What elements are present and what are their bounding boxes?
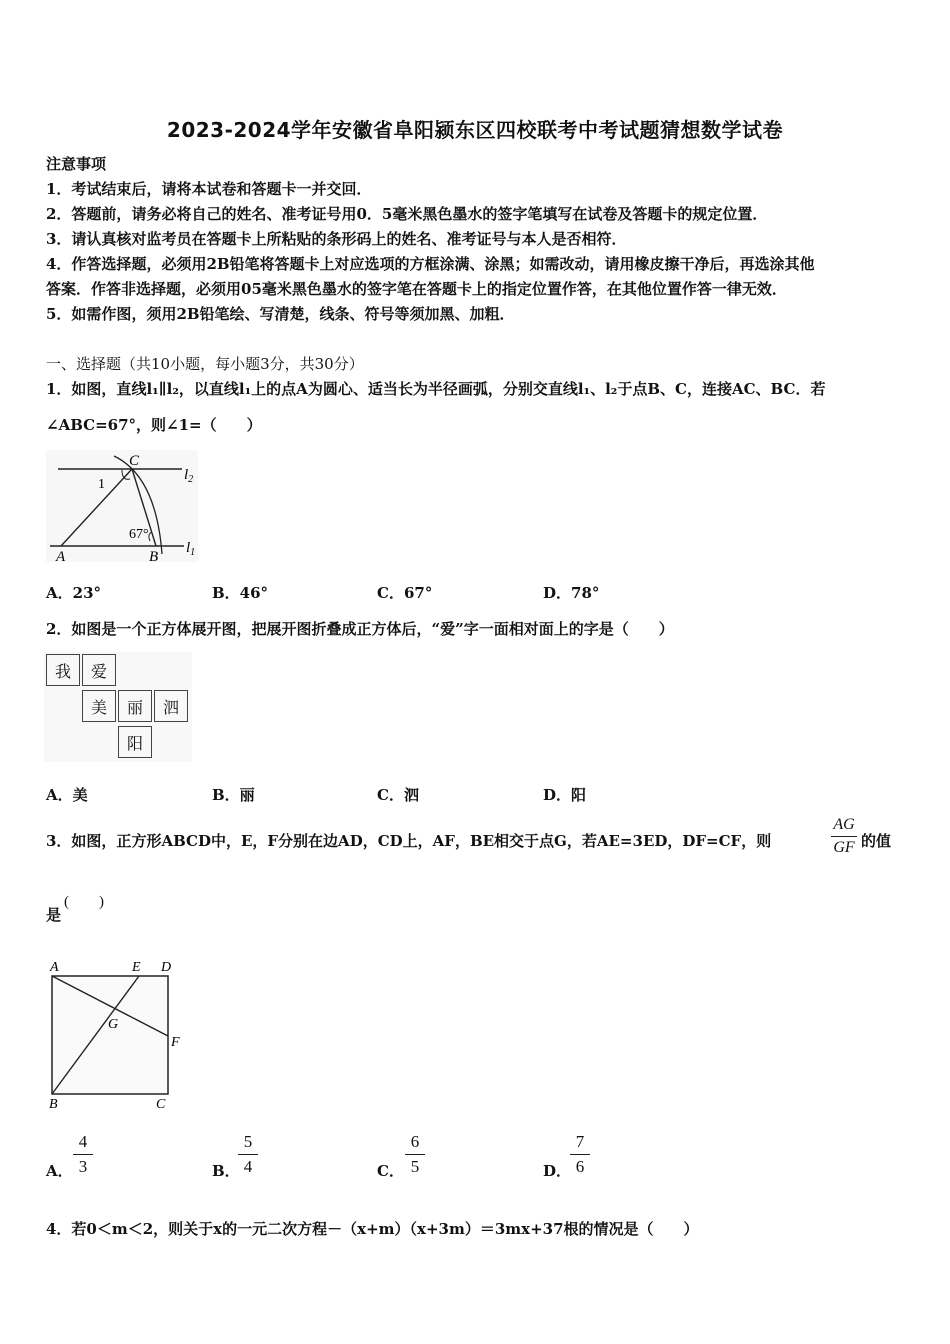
option-c[interactable]: C．泗	[377, 786, 419, 804]
question-1-figure	[44, 448, 204, 566]
option-a-numerator: 4	[73, 1132, 93, 1155]
option-c-label[interactable]: C．	[377, 1162, 404, 1180]
fraction-denominator: GF	[833, 839, 855, 856]
option-c-fraction[interactable]	[405, 1132, 425, 1177]
cube-face-wo: 我	[46, 654, 80, 686]
option-a-denominator: 3	[78, 1157, 88, 1176]
option-b[interactable]: B．46°	[212, 584, 269, 602]
fraction-ag-gf	[831, 816, 857, 857]
label-l2: $l_2$	[184, 467, 194, 485]
label-f: F	[171, 1035, 180, 1050]
question-3-figure	[44, 954, 190, 1114]
label-e: E	[132, 960, 141, 975]
option-b-label[interactable]: B．	[212, 1162, 240, 1180]
notice-item: 3．请认真核对监考员在答题卡上所粘贴的条形码上的姓名、准考证号与本人是否相符．	[46, 230, 627, 248]
option-d-numerator: 7	[570, 1132, 590, 1155]
cube-face-yang: 阳	[118, 726, 152, 758]
notice-item: 5．如需作图，须用2B铅笔绘、写清楚，线条、符号等须加黑、加粗．	[46, 305, 515, 323]
label-c: C	[156, 1097, 166, 1112]
notice-item: 4．作答选择题，必须用2B铅笔将答题卡上对应选项的方框涂满、涂黑；如需改动，请用橡皮擦干净后，再选涂其他	[46, 255, 815, 273]
question-3-text: 3．如图，正方形ABCD中，E，F分别在边AD，CD上，AF，BE相交于点G，若AE=3ED，DF=CF，则	[46, 832, 772, 850]
label-angle-1: 1	[98, 477, 105, 492]
cube-face-si: 泗	[154, 690, 188, 722]
label-d: D	[161, 960, 172, 975]
label-l1: $l_1$	[186, 540, 196, 558]
question-3-text-2: 是	[46, 906, 62, 924]
notice-heading: 注意事项	[46, 155, 107, 173]
page-title: 2023-2024学年安徽省阜阳颍东区四校联考中考试题猜想数学试卷	[166, 118, 784, 142]
cube-face-mei: 美	[82, 690, 116, 722]
section-heading: 一、选择题（共10小题，每小题3分，共30分）	[46, 355, 364, 373]
question-3-text-end: 的值	[861, 832, 892, 850]
option-b-fraction[interactable]	[238, 1132, 258, 1177]
question-1-text: 1．如图，直线l₁∥l₂，以直线l₁上的点A为圆心、适当长为半径画弧，分别交直线l₁、l₂于点B、C，连接AC、BC．若	[46, 380, 826, 398]
option-d[interactable]: D．78°	[543, 584, 600, 602]
option-d-fraction[interactable]	[570, 1132, 590, 1177]
question-1-text-2: ∠ABC=67°，则∠1=（ ）	[46, 416, 262, 434]
label-angle-67: 67°	[129, 527, 149, 542]
option-a-fraction[interactable]	[73, 1132, 93, 1177]
option-a[interactable]: A．美	[46, 786, 88, 804]
label-a: A	[50, 960, 59, 975]
option-b[interactable]: B．丽	[212, 786, 255, 804]
option-a-label[interactable]: A．	[46, 1162, 73, 1180]
square-abcd	[52, 976, 168, 1094]
option-b-numerator: 5	[238, 1132, 258, 1155]
label-b: B	[149, 549, 159, 565]
label-c: C	[129, 453, 140, 469]
label-g: G	[108, 1017, 119, 1032]
notice-item: 2．答题前，请务必将自己的姓名、准考证号用0．5毫米黑色墨水的签字笔填写在试卷及答题卡的规定位置．	[46, 205, 768, 223]
question-4-text: 4．若0＜m＜2，则关于x的一元二次方程－（x+m）（x+3m）＝3mx+37根的情况是（ ）	[46, 1220, 699, 1238]
option-c-numerator: 6	[405, 1132, 425, 1155]
option-c-denominator: 5	[410, 1157, 420, 1176]
fraction-numerator: AG	[831, 816, 857, 837]
label-b: B	[49, 1097, 58, 1112]
cube-face-ai: 爱	[82, 654, 116, 686]
question-2-text: 2．如图是一个正方体展开图，把展开图折叠成正方体后，“爱”字一面相对面上的字是（ ）	[46, 620, 674, 638]
option-d-denominator: 6	[575, 1157, 585, 1176]
notice-item: 答案．作答非选择题，必须用05毫米黑色墨水的签字笔在答题卡上的指定位置作答，在其他位置作答一律无效．	[46, 280, 787, 298]
label-a: A	[56, 549, 66, 565]
option-d-label[interactable]: D．	[543, 1162, 572, 1180]
option-b-denominator: 4	[243, 1157, 253, 1176]
answer-paren: ( )	[64, 894, 104, 910]
notice-item: 1．考试结束后，请将本试卷和答题卡一并交回．	[46, 180, 372, 198]
option-a[interactable]: A．23°	[46, 584, 102, 602]
option-c[interactable]: C．67°	[377, 584, 433, 602]
figure-background	[46, 450, 198, 562]
option-d[interactable]: D．阳	[543, 786, 587, 804]
cube-net	[44, 652, 192, 762]
cube-face-li: 丽	[118, 690, 152, 722]
